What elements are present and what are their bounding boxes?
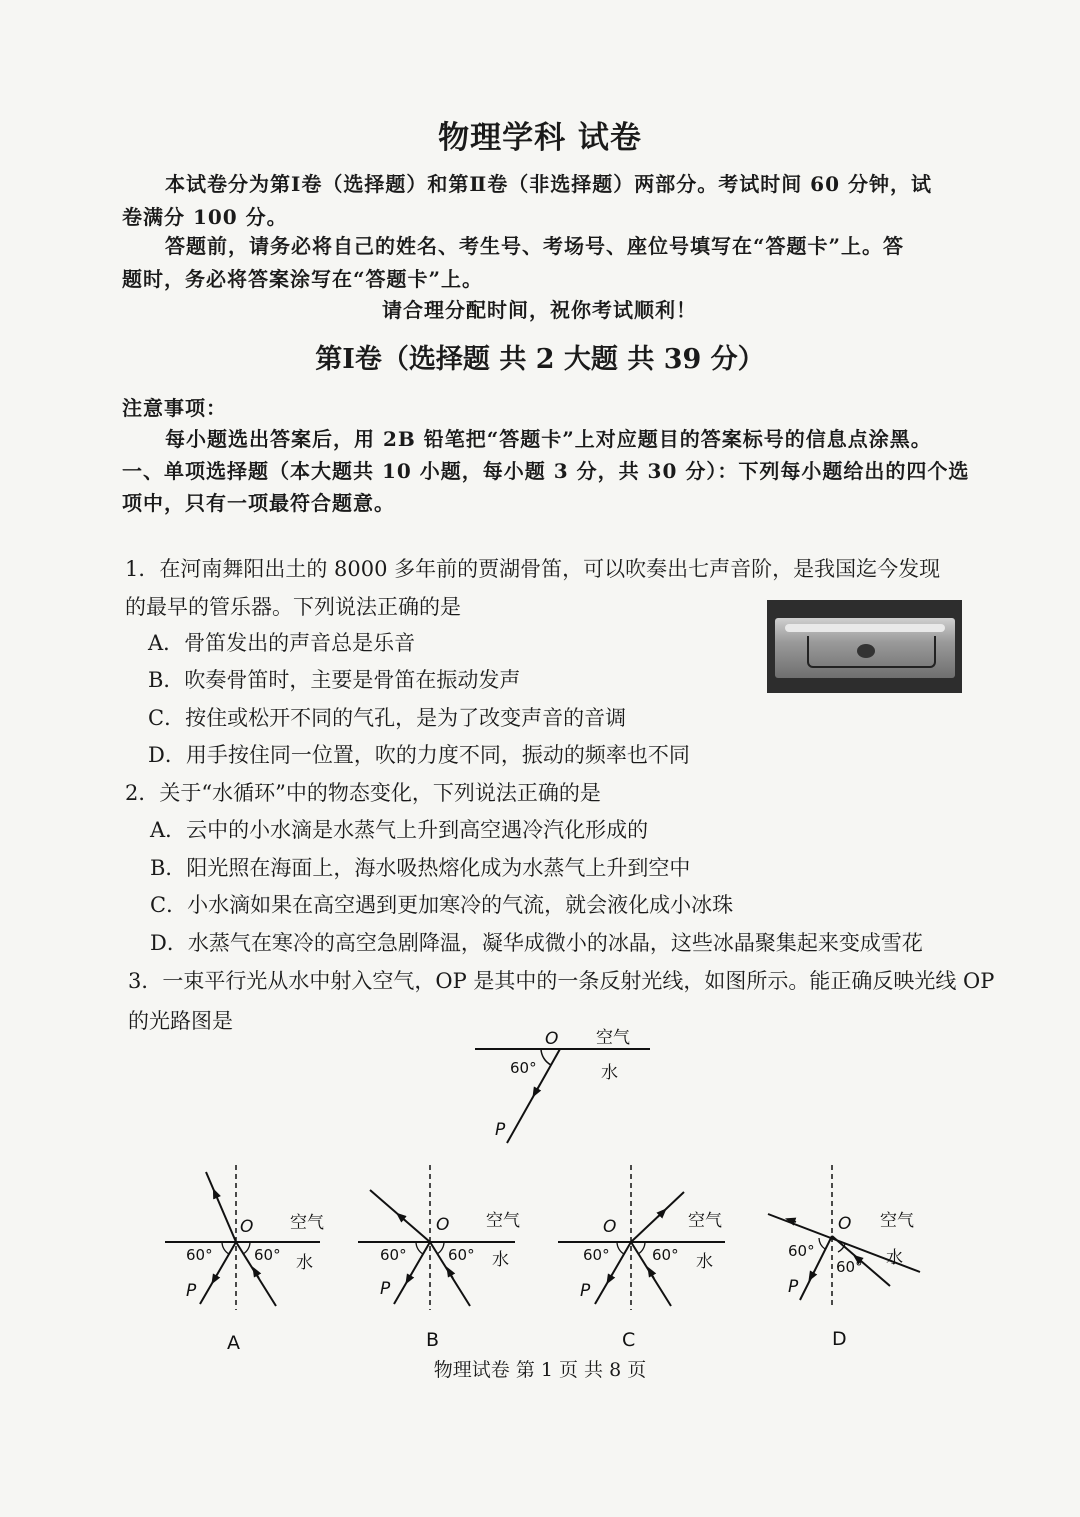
b-label-air: 空气 <box>486 1211 520 1231</box>
question-2-option-d: D．水蒸气在寒冷的高空急剧降温，凝华成微小的冰晶，这些冰晶聚集起来变成雪花 <box>150 931 923 955</box>
choice-label-d: D <box>832 1328 847 1350</box>
intro-line-3: 答题前，请务必将自己的姓名、考生号、考场号、座位号填写在“答题卡”上。答 <box>165 234 905 258</box>
c-label-o: O <box>603 1217 617 1237</box>
c-label-air: 空气 <box>688 1211 722 1231</box>
a-label-angle-right: 60° <box>254 1246 281 1264</box>
intro-line-2: 卷满分 100 分。 <box>122 205 288 229</box>
intro-line-1: 本试卷分为第Ⅰ卷（选择题）和第Ⅱ卷（非选择题）两部分。考试时间 60 分钟，试 <box>165 172 932 196</box>
d-label-angle-right: 60° <box>836 1258 863 1276</box>
main-label-p: P <box>495 1120 506 1140</box>
question-2-option-c: C．小水滴如果在高空遇到更加寒冷的气流，就会液化成小冰珠 <box>150 893 734 917</box>
notice-text: 每小题选出答案后，用 2B 铅笔把“答题卡”上对应题目的答案标号的信息点涂黑。 <box>165 427 932 451</box>
question-3-stem-line-1: 3．一束平行光从水中射入空气，OP 是其中的一条反射光线，如图所示。能正确反映光线 OP <box>128 969 995 993</box>
c-label-angle-right: 60° <box>652 1246 679 1264</box>
exam-title: 物理学科 试卷 <box>438 120 642 156</box>
c-label-angle-left: 60° <box>583 1246 610 1264</box>
main-label-o: O <box>545 1029 559 1049</box>
d-label-water: 水 <box>886 1248 903 1268</box>
section-title: 第Ⅰ卷（选择题 共 2 大题 共 39 分） <box>315 344 765 375</box>
main-ray-arrow <box>535 1084 540 1093</box>
question-1-option-a: A．骨笛发出的声音总是乐音 <box>148 631 416 655</box>
d-label-air: 空气 <box>880 1211 914 1231</box>
a-label-water: 水 <box>296 1253 313 1273</box>
d-label-p: P <box>788 1277 799 1297</box>
intro-line-5: 请合理分配时间，祝你考试顺利！ <box>382 298 697 322</box>
notice-label: 注意事项： <box>122 396 227 420</box>
figure-a-ray-refracted <box>206 1172 236 1242</box>
c-label-water: 水 <box>696 1252 713 1272</box>
page-footer: 物理试卷 第 1 页 共 8 页 <box>433 1359 647 1381</box>
d-label-o: O <box>838 1214 852 1234</box>
choice-label-b: B <box>426 1329 440 1351</box>
b-label-o: O <box>436 1215 450 1235</box>
question-1-stem-line-1: 1．在河南舞阳出土的 8000 多年前的贾湖骨笛，可以吹奏出七声音阶，是我国迄今发现 <box>125 557 941 581</box>
b-label-p: P <box>380 1279 391 1299</box>
question-2-stem: 2．关于“水循环”中的物态变化，下列说法正确的是 <box>125 781 601 805</box>
d-label-angle-left: 60° <box>788 1242 815 1260</box>
a-label-air: 空气 <box>290 1213 324 1233</box>
question-1-option-b: B．吹奏骨笛时，主要是骨笛在振动发声 <box>148 668 521 692</box>
b-label-angle-right: 60° <box>448 1246 475 1264</box>
intro-line-4: 题时，务必将答案涂写在“答题卡”上。 <box>122 267 484 291</box>
question-2-option-b: B．阳光照在海面上，海水吸热熔化成为水蒸气上升到空中 <box>150 856 691 880</box>
question-1-option-c: C．按住或松开不同的气孔，是为了改变声音的音调 <box>148 706 627 730</box>
figure-c-ray-refracted <box>631 1192 684 1242</box>
a-label-p: P <box>186 1281 197 1301</box>
main-angle-arc <box>541 1049 551 1065</box>
b-label-angle-left: 60° <box>380 1246 407 1264</box>
b-label-water: 水 <box>492 1250 509 1270</box>
question-2-option-a: A．云中的小水滴是水蒸气上升到高空遇冷汽化形成的 <box>150 818 649 842</box>
a-label-angle-left: 60° <box>186 1246 213 1264</box>
main-label-air: 空气 <box>596 1028 630 1048</box>
part1-line-1: 一、单项选择题（本大题共 10 小题，每小题 3 分，共 30 分）：下列每小题给出的四个选 <box>122 459 970 483</box>
choice-label-c: C <box>622 1329 636 1351</box>
question-1-stem-line-2: 的最早的管乐器。下列说法正确的是 <box>125 595 461 619</box>
a-label-o: O <box>240 1217 254 1237</box>
question-3-stem-line-2: 的光路图是 <box>128 1009 233 1033</box>
main-label-water: 水 <box>601 1063 618 1083</box>
part1-line-2: 项中，只有一项最符合题意。 <box>122 491 395 515</box>
question-1-option-d: D．用手按住同一位置，吹的力度不同，振动的频率也不同 <box>148 743 690 767</box>
main-label-angle: 60° <box>510 1059 537 1077</box>
c-label-p: P <box>580 1281 591 1301</box>
choice-label-a: A <box>227 1332 240 1354</box>
